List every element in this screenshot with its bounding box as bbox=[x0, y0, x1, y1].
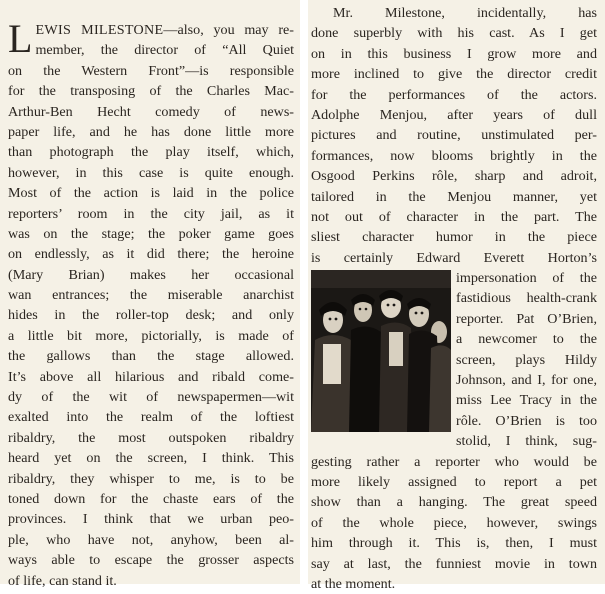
article-line: Osgood Perkins rôle, sharp and adroit, bbox=[311, 168, 597, 185]
article-line: Johnson, and I, for one, bbox=[456, 372, 597, 389]
article-line: rôle. O’Brien is too bbox=[456, 412, 597, 429]
article-line: reporter. Pat O’Brien, bbox=[456, 310, 597, 327]
drop-cap: L bbox=[8, 16, 33, 61]
article-line: tailored in the Menjou manner, yet bbox=[311, 188, 597, 205]
article-line: is certainly Edward Everett Horton’s bbox=[311, 249, 597, 266]
article-line: heard yet on the screen, I think. This bbox=[8, 450, 294, 467]
article-line: ribaldry, they whisper to me, is to be bbox=[8, 470, 294, 487]
article-line: toned down for the chaste ears of the bbox=[8, 490, 294, 507]
left-column bbox=[0, 0, 300, 589]
article-line: the gallows than the stage allowed. bbox=[8, 348, 294, 365]
article-line: done superbly with his cast. As I get bbox=[311, 25, 597, 42]
article-line: ple, who have not, anyhow, been al- bbox=[8, 531, 294, 548]
article-line: him through it. This is, then, I must bbox=[311, 535, 597, 552]
article-line: wan entrances; the miserable anarchist bbox=[8, 287, 294, 304]
article-line: not out of character in the part. The bbox=[311, 208, 597, 225]
article-line: Most of the action is laid in the police bbox=[8, 185, 294, 202]
article-line: Mr. Milestone, incidentally, has bbox=[333, 5, 597, 21]
article-line: formances, now blooms brightly in the bbox=[311, 147, 597, 164]
article-line: (Mary Brian) makes her occasional bbox=[8, 266, 294, 283]
article-line: provinces. I think that we urban peo- bbox=[8, 511, 294, 528]
article-line: member, the director of “All Quiet bbox=[35, 42, 294, 59]
first-line-rest: —also, you may re- bbox=[163, 22, 294, 38]
article-line: sliest character humor in the piece bbox=[311, 229, 597, 246]
article-line: on endlessly, as it did there; the heroine bbox=[8, 246, 294, 263]
article-line: miss Lee Tracy in the bbox=[456, 392, 597, 409]
article-line: more inclined to give the director credit bbox=[311, 66, 597, 83]
article-line: pictures and routine, unstimulated per- bbox=[311, 127, 597, 144]
article-line bbox=[8, 20, 294, 40]
article-line: gesting rather a reporter who would be bbox=[311, 453, 597, 470]
right-column bbox=[308, 0, 605, 592]
article-line: say at last, the funniest movie in town bbox=[311, 555, 597, 572]
article-line: of life, can stand it. bbox=[8, 572, 117, 589]
article-line: for the transposing of the Charles Mac- bbox=[8, 83, 294, 100]
article-line: on the Western Front”—is responsible bbox=[8, 62, 294, 79]
article-line: was on the stage; the poker game goes bbox=[8, 225, 294, 242]
article-line: It’s above all hilarious and ribald come- bbox=[8, 368, 294, 385]
column-divider bbox=[300, 0, 308, 584]
article-line: more likely assigned to report a pet bbox=[311, 473, 597, 490]
article-line: paper life, and he has done little more bbox=[8, 123, 294, 140]
author-name-small-caps: EWIS MILESTONE bbox=[35, 22, 164, 38]
article-line: of the whole piece, however, swings bbox=[311, 514, 597, 531]
article-line: dy of the wit of newspapermen—wit bbox=[8, 389, 294, 406]
article-line: on in this business I grow more and bbox=[311, 45, 597, 62]
article-line: a newcomer to the bbox=[456, 331, 597, 348]
article-line: impersonation of the bbox=[456, 270, 597, 287]
article-line: at the moment. bbox=[311, 575, 396, 592]
article-line: for the performances of the actors. bbox=[311, 86, 597, 103]
article-line: exalted into the realm of the loftiest bbox=[8, 409, 294, 426]
article-line: fastidious health-crank bbox=[456, 290, 597, 307]
article-line: reporters’ room in the city jail, as it bbox=[8, 205, 294, 222]
article-line: show than a hanging. The great speed bbox=[311, 494, 597, 511]
article-line: than photograph the play itself, which, bbox=[8, 144, 294, 161]
article-line: however, in this case is quite enough. bbox=[8, 164, 294, 181]
illustration-wrap-area bbox=[311, 268, 597, 431]
article-line: hides in the roller-top desk; and only bbox=[8, 307, 294, 324]
article-line: Arthur-Ben Hecht comedy of news- bbox=[8, 103, 294, 120]
article-line: Adolphe Menjou, after years of dull bbox=[311, 106, 597, 123]
article-line: stolid, I think, sug- bbox=[456, 433, 597, 450]
article-line: ways able to escape the grosser aspects bbox=[8, 552, 294, 569]
film-still-illustration bbox=[311, 270, 451, 432]
article-line: ribaldry, the most outspoken ribaldry bbox=[8, 429, 294, 446]
article-line: a little bit more, pictorially, is made of bbox=[8, 327, 294, 344]
article-line: screen, plays Hildy bbox=[456, 351, 597, 368]
